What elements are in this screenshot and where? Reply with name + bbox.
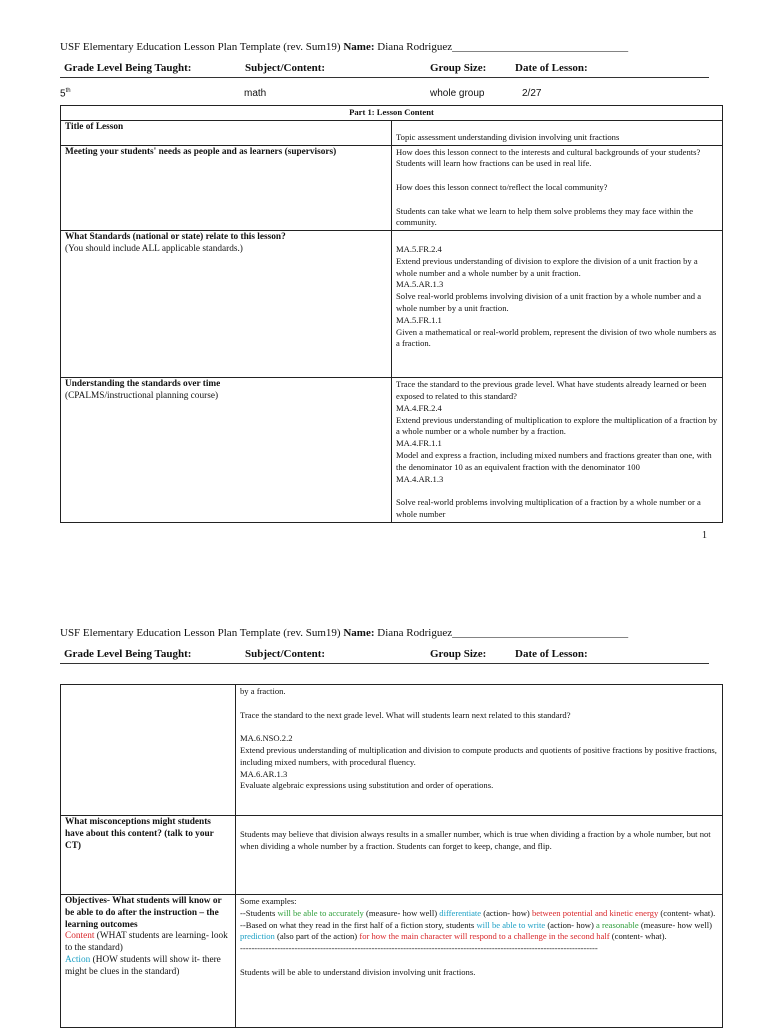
text-line: Extend previous understanding of multiplication to explore the multiplication of a fraction by a whole number or a whole number by a fraction.	[396, 414, 718, 437]
text-line: Students will learn how fractions can be used in real life.	[396, 158, 592, 169]
text-line: Given a mathematical or real-world problem, represent the division of two whole numbers as a fraction.	[396, 326, 717, 349]
text-line: Solve real-world problems involving multiplication of a fraction by a whole number or a whole number	[396, 497, 701, 519]
misconceptions-content: Students may believe that division always results in a smaller number, which is true when dividing a fraction by a whole number, but not when dividing a whole number by a fraction. Students can forget to keep, change, and flip.	[236, 816, 723, 895]
objective-statement: Students will be able to understand division involving unit fractions.	[240, 966, 476, 977]
action-note: (HOW students will show it- there might be clues in the standard)	[65, 954, 221, 977]
content-note: (WHAT students are learning- look to the standard)	[65, 931, 228, 954]
column-headers	[60, 62, 709, 78]
text-line: MA.4.AR.1.3	[396, 473, 444, 484]
subject-header: Subject/Content:	[245, 648, 326, 660]
misconceptions-label-text: What misconceptions might students have about this content?	[65, 817, 211, 839]
understanding-note: (CPALMS/instructional planning course)	[65, 390, 219, 401]
example-1: --Students will be able to accurately (measure- how well) differentiate (action- how) between potential and kinetic energy (content- what).	[240, 907, 716, 918]
subject-value: math	[244, 88, 267, 99]
empty-label	[61, 685, 236, 816]
text-line: MA.5.FR.1.1	[396, 314, 442, 325]
group-size-header: Group Size:	[430, 62, 487, 74]
date-header: Date of Lesson:	[515, 648, 588, 660]
examples-heading: Some examples:	[240, 896, 297, 906]
name-label: Name:	[343, 627, 375, 639]
row-standards	[61, 231, 723, 378]
objectives-content	[236, 895, 723, 1028]
misconceptions-label	[61, 816, 236, 895]
text-line: MA.6.NSO.2.2	[240, 733, 293, 744]
text-line: How does this lesson connect to/reflect the local community?	[396, 181, 608, 192]
row-misconceptions	[61, 816, 723, 895]
text-line: Trace the standard to the next grade level. What will students learn next related to this standard?	[240, 709, 571, 720]
date-value: 2/27	[522, 88, 542, 99]
page-number: 1	[702, 530, 707, 541]
text-line: MA.6.AR.1.3	[240, 768, 288, 779]
text-line: How does this lesson connect to the interests and cultural backgrounds of your students?	[396, 146, 701, 157]
text-line: MA.5.AR.1.3	[396, 279, 444, 290]
misconceptions-note: (talk to your CT)	[65, 828, 214, 851]
standards-label-text: What Standards (national or state) relate to this lesson?	[65, 232, 286, 243]
action-label: Action	[65, 954, 91, 965]
template-title: USF Elementary Education Lesson Plan Template (rev. Sum19)	[60, 41, 341, 53]
lesson-content-table	[60, 105, 723, 523]
lesson-content-table-continued	[60, 684, 723, 1028]
name-value: Diana Rodriguez________________________________	[377, 627, 629, 639]
understanding-content	[392, 378, 723, 523]
grade-value: 5th	[60, 88, 71, 100]
name-label: Name:	[343, 41, 375, 53]
text-line: MA.4.FR.1.1	[396, 438, 442, 449]
template-header	[60, 627, 628, 639]
group-size-value: whole group	[430, 88, 485, 99]
grade-level-header: Grade Level Being Taught:	[64, 648, 192, 660]
text-line: Trace the standard to the previous grade level. What have students already learned or been exposed to related to this standard?	[396, 379, 707, 401]
part1-title: Part 1: Lesson Content	[61, 106, 723, 121]
title-of-lesson-label: Title of Lesson	[61, 120, 392, 145]
text-line: Extend previous understanding of division to explore the division of a unit fraction by a whole number and a whole number by a unit fraction.	[396, 255, 698, 278]
objectives-label	[61, 895, 236, 1028]
text-line: by a fraction.	[240, 686, 286, 696]
date-header: Date of Lesson:	[515, 62, 588, 74]
grade-level-header: Grade Level Being Taught:	[64, 62, 192, 74]
column-headers	[60, 648, 709, 664]
text-line: MA.5.FR.2.4	[396, 243, 442, 254]
example-2: --Based on what they read in the first half of a fiction story, students will be able to write (action- how) a reasonable (measure- how well) prediction (also part of the action) for how the main character will respond to a challenge in the second half (content- what).	[240, 919, 712, 942]
text-line: Solve real-world problems involving division of a unit fraction by a whole number and a whole number by a unit fraction.	[396, 291, 702, 313]
continued-standards-content	[236, 685, 723, 816]
row-meeting-needs	[61, 145, 723, 231]
subject-header: Subject/Content:	[245, 62, 326, 74]
meeting-needs-label: Meeting your students' needs as people and as learners (supervisors)	[61, 145, 392, 231]
text-line: Model and express a fraction, including mixed numbers and fractions greater than one, with the denominator 10 as an equivalent fraction with the denominator 100	[396, 449, 712, 472]
understanding-label	[61, 378, 392, 523]
content-label: Content	[65, 931, 95, 942]
title-of-lesson-content: Topic assessment understanding division involving unit fractions	[392, 120, 723, 145]
page-2	[0, 586, 768, 1024]
row-title-of-lesson	[61, 120, 723, 145]
row-objectives	[61, 895, 723, 1028]
text-line: MA.4.FR.2.4	[396, 402, 442, 413]
row-continued-standards	[61, 685, 723, 816]
row-understanding	[61, 378, 723, 523]
standards-label	[61, 231, 392, 378]
template-header	[60, 41, 628, 53]
name-value: Diana Rodriguez________________________________	[377, 41, 629, 53]
objectives-label-text: Objectives- What students will know or be able to do after the instruction – the learning outcomes	[65, 896, 222, 930]
standards-content	[392, 231, 723, 378]
divider-line: -----------------------------------------------------------------------------------------------------------------------------	[240, 943, 598, 954]
part1-title-row	[61, 106, 723, 121]
standards-note: (You should include ALL applicable standards.)	[65, 243, 243, 254]
template-title: USF Elementary Education Lesson Plan Template (rev. Sum19)	[60, 627, 341, 639]
text-line: Extend previous understanding of multiplication and division to compute products and quotients of positive fractions by positive fractions, including mixed numbers, with procedural fluency.	[240, 744, 717, 767]
page-gap	[0, 556, 768, 586]
text-line: Evaluate algebraic expressions using substitution and order of operations.	[240, 780, 494, 791]
understanding-label-text: Understanding the standards over time	[65, 379, 221, 390]
text-line: Students can take what we learn to help them solve problems they may face within the community.	[396, 205, 694, 228]
meeting-needs-content	[392, 145, 723, 231]
group-size-header: Group Size:	[430, 648, 487, 660]
